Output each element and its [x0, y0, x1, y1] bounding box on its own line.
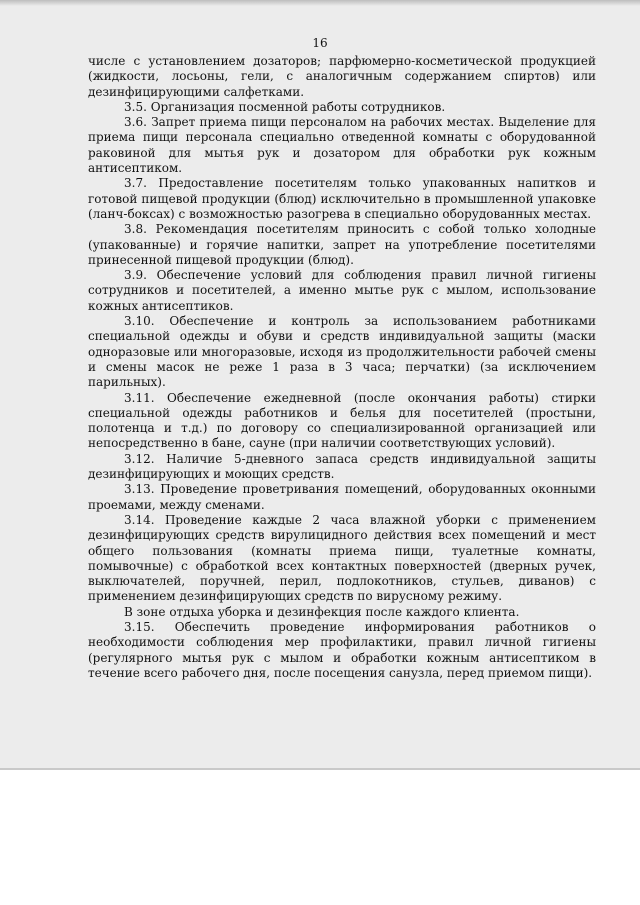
document-body [88, 54, 596, 681]
paragraph-3-12: 3.12. Наличие 5-дневного запаса средств индивидуальной защиты дезинфицирующих и моющих средств. [88, 451, 596, 482]
paragraph-3-11: 3.11. Обеспечение ежедневной (после окончания работы) стирки специальной одежды работников и белья для посетителей (простыни, полотенца и т.д.) по договору со специализированной организацией или непосредственно в бане, сауне (при наличии соответствующих условий). [88, 390, 596, 451]
paragraph-3-14: 3.14. Проведение каждые 2 часа влажной уборки с применением дезинфицирующих средств вирулицидного действия всех помещений и мест общего пользования (комнаты приема пищи, туалетные комнаты, помывочные) с обработкой всех контактных поверхностей (дверных ручек, выключателей, поручней, перил, подлокотников, стульев, диванов) с применением дезинфицирующих средств по вирусному режиму. [88, 512, 596, 604]
paragraph-3-8: 3.8. Рекомендация посетителям приносить с собой только холодные (упакованные) и горячие напитки, запрет на употребление посетителями принесенной пищевой продукции (блюд). [88, 222, 596, 267]
paragraph-3-15: 3.15. Обеспечить проведение информирования работников о необходимости соблюдения мер профилактики, правил личной гигиены (регулярного мытья рук с мылом и обработки кожным антисептиком в течение всего рабочего дня, после посещения санузла, перед приемом пищи). [88, 619, 596, 680]
page-number: 16 [312, 36, 328, 50]
paragraph-continuation: числе с установлением дозаторов; парфюмерно-косметической продукцией (жидкости, лосьоны, гели, с аналогичным содержанием спиртов) или дезинфицирующими салфетками. [88, 54, 596, 99]
paragraph-3-13: 3.13. Проведение проветривания помещений, оборудованных оконными проемами, между сменами. [88, 482, 596, 512]
paragraph-3-6: 3.6. Запрет приема пищи персоналом на рабочих местах. Выделение для приема пищи персонала специально отведенной комнаты с оборудованной раковиной для мытья рук и дозатором для обработки рук кожным антисептиком. [88, 115, 596, 176]
paragraph-rest-zone: В зоне отдыха уборка и дезинфекция после каждого клиента. [124, 604, 520, 619]
paragraph-3-7: 3.7. Предоставление посетителям только упакованных напитков и готовой пищевой продукции (блюд) исключительно в промышленной упаковке (ланч-боксах) с возможностью разогрева в специально оборудованных местах. [88, 176, 596, 221]
scan-edge-shadow [0, 0, 640, 6]
paragraph-3-9: 3.9. Обеспечение условий для соблюдения правил личной гигиены сотрудников и посетителей, а именно мытье рук с мылом, использование кожных антисептиков. [88, 268, 596, 313]
paragraph-3-10: 3.10. Обеспечение и контроль за использованием работниками специальной одежды и обуви и средств индивидуальной защиты (маски одноразовые или многоразовые, исходя из продолжительности рабочей смены и смены масок не реже 1 раза в 3 часа; перчатки) (за исключением парильных). [88, 314, 596, 390]
paragraph-3-5: 3.5. Организация посменной работы сотрудников. [124, 99, 446, 114]
